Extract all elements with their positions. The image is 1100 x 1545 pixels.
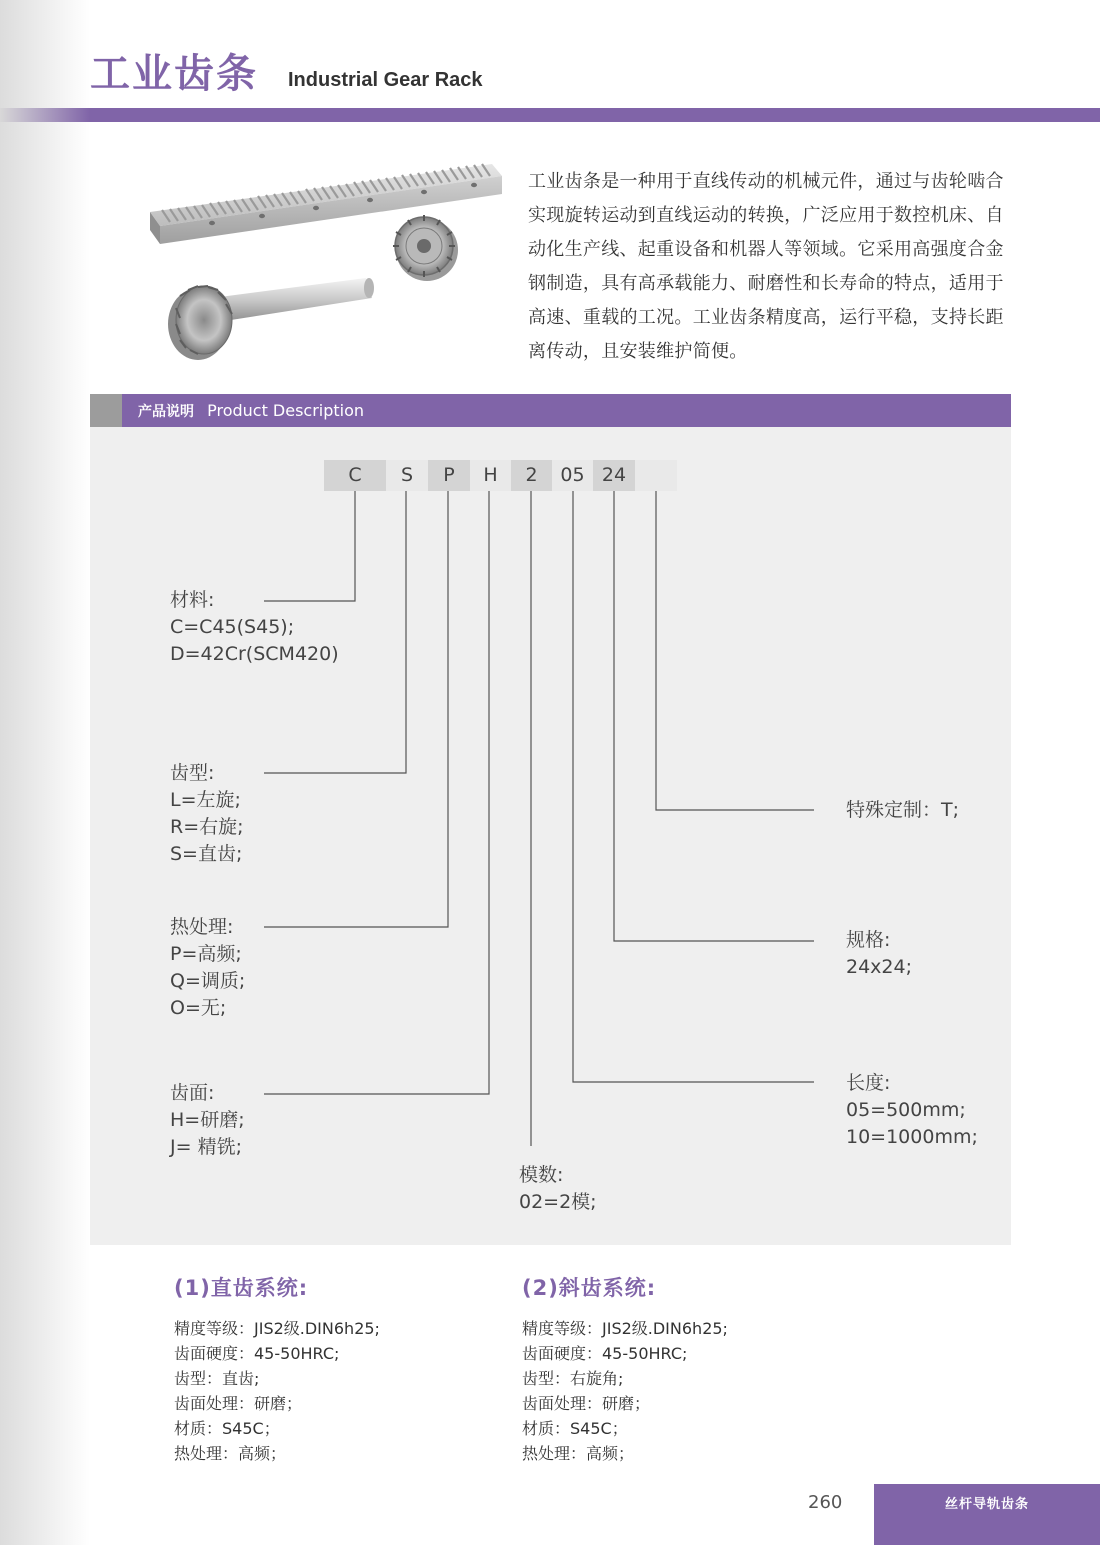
leader-heat-treatment	[264, 491, 448, 927]
leader-tooth-surface	[264, 491, 489, 1094]
label-tooth-type-option: L=左旋;	[170, 789, 241, 811]
label-tooth-surface	[170, 1080, 245, 1161]
label-tooth-type	[170, 760, 244, 868]
label-tooth-type-option: S=直齿;	[170, 843, 243, 865]
spec-item: 热处理：高频；	[174, 1444, 287, 1463]
label-tooth-type-title: 齿型:	[170, 762, 215, 784]
footer-category-tab: 丝杆导轨齿条	[874, 1484, 1100, 1545]
spur-system-title: (1)直齿系统:	[174, 1276, 309, 1300]
label-module-title: 模数:	[519, 1164, 564, 1186]
code-cell-length: 05	[552, 460, 593, 491]
label-size	[846, 927, 912, 981]
code-cell-size: 24	[593, 460, 635, 491]
section-title-cn: 产品说明	[138, 404, 194, 420]
code-cell-heat-treatment: P	[428, 460, 470, 491]
spec-item: 齿型：直齿;	[174, 1369, 260, 1388]
spur-system-specs	[174, 1316, 380, 1466]
label-tooth-surface-title: 齿面:	[170, 1082, 215, 1104]
label-length	[846, 1070, 978, 1151]
spec-item: 齿面处理：研磨；	[522, 1394, 651, 1413]
label-size-title: 规格:	[846, 929, 891, 951]
code-cell-material: C	[324, 460, 386, 491]
code-cell-module: 2	[511, 460, 552, 491]
label-custom	[846, 797, 959, 824]
spec-item: 齿型：右旋角;	[522, 1369, 624, 1388]
label-heat-treatment-option: Q=调质;	[170, 970, 246, 992]
code-cell-tooth-type: S	[386, 460, 428, 491]
intro-paragraph: 工业齿条是一种用于直线传动的机械元件，通过与齿轮啮合实现旋转运动到直线运动的转换，广泛应用于数控机床、自动化生产线、起重设备和机器人等领域。它采用高强度合金钢制造，具有高承载能力、耐磨性和长寿命的特点，适用于高速、重载的工况。工业齿条精度高，运行平稳，支持长距离传动，且安装维护简便。	[528, 171, 1004, 362]
section-title-en: Product Description	[207, 401, 365, 420]
label-material-title: 材料:	[170, 589, 215, 611]
leader-size	[614, 491, 814, 941]
label-module	[519, 1162, 597, 1216]
helical-system-specs	[522, 1316, 728, 1466]
label-heat-treatment-option: P=高频;	[170, 943, 242, 965]
leader-custom	[656, 491, 814, 810]
label-module-option: 02=2模;	[519, 1191, 597, 1213]
label-tooth-type-option: R=右旋;	[170, 816, 244, 838]
leader-material	[264, 491, 355, 601]
label-tooth-surface-option: J= 精铣;	[170, 1136, 242, 1158]
label-custom-title: 特殊定制：T;	[846, 799, 960, 821]
spec-item: 材质：S45C；	[522, 1419, 628, 1438]
label-tooth-surface-option: H=研磨;	[170, 1109, 245, 1131]
leader-length	[573, 491, 814, 1082]
page-title: 工业齿条	[90, 51, 258, 97]
label-length-option: 05=500mm;	[846, 1099, 966, 1121]
label-size-option: 24x24;	[846, 956, 912, 978]
label-heat-treatment-title: 热处理:	[170, 916, 234, 938]
page-subtitle: Industrial Gear Rack	[288, 69, 483, 91]
spec-item: 齿面硬度：45-50HRC;	[174, 1344, 340, 1363]
spec-item: 齿面处理：研磨；	[174, 1394, 303, 1413]
label-heat-treatment-option: O=无;	[170, 997, 227, 1019]
label-material-option: D=42Cr(SCM420)	[170, 643, 339, 665]
spec-item: 热处理：高频；	[522, 1444, 635, 1463]
spec-item: 精度等级：JIS2级.DIN6h25;	[174, 1319, 380, 1338]
label-material	[170, 587, 339, 668]
spec-item: 精度等级：JIS2级.DIN6h25;	[522, 1319, 728, 1338]
label-length-option: 10=1000mm;	[846, 1126, 978, 1148]
label-heat-treatment	[170, 914, 245, 1022]
spec-item: 材质：S45C；	[174, 1419, 280, 1438]
page-number: 260	[808, 1492, 843, 1513]
label-length-title: 长度:	[846, 1072, 891, 1094]
label-material-option: C=C45(S45);	[170, 616, 295, 638]
spec-item: 齿面硬度：45-50HRC;	[522, 1344, 688, 1363]
code-cell-tooth-surface: H	[470, 460, 511, 491]
helical-system-title: (2)斜齿系统:	[522, 1276, 657, 1300]
